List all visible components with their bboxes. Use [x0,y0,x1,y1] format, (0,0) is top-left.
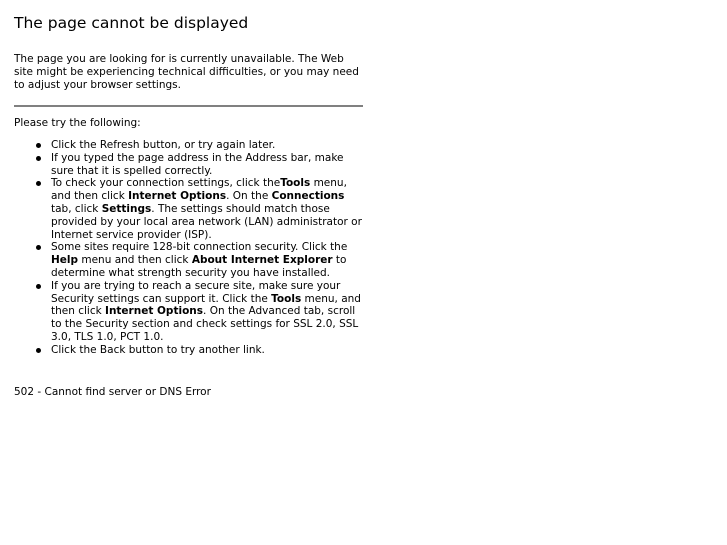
bullet-icon [36,156,41,161]
list-item-text: Click the Refresh button, or try again later. [51,139,276,151]
try-heading: Please try the following: [14,117,141,129]
emphasis-text: About Internet Explorer [191,254,333,267]
bullet-icon [36,348,41,353]
list-item-text: . On the Advanced tab, scroll to the Security section and check settings for SSL 2.0, SSL 3.0, TLS 1.0, PCT 1.0. [51,305,359,343]
list-item-text: menu, and then click [51,292,361,318]
list-item-text: to determine what strength security you have installed. [51,254,347,279]
list-item-text: If you are trying to reach a secure site, make sure your Security settings can support it. Click the [51,279,341,305]
error-code: 502 - Cannot find server or DNS Error [14,386,211,398]
list-item [0,152,366,178]
list-item [0,280,366,344]
list-item-text: menu, and then click [51,177,347,203]
list-item-text: Click the Back button to try another link. [51,343,265,356]
list-item [0,344,366,357]
list-item [0,241,366,279]
bullet-icon [36,181,41,186]
list-item-text: If you typed the page address in the Address bar, make sure that it is spelled correctly. [51,151,344,177]
emphasis-text: Connections [271,190,345,203]
list-item-text: menu and then click [78,254,192,267]
list-item-text: . On the [226,190,272,203]
list-item-text: To check your connection settings, click the [51,177,281,190]
emphasis-text: Internet Options [105,305,204,318]
emphasis-text: Help [51,254,79,267]
list-item [0,177,366,241]
divider [14,105,363,107]
emphasis-text: Settings [101,202,152,215]
list-item [0,139,366,152]
emphasis-text: Tools [271,292,302,305]
bullet-icon [36,143,41,148]
list-item-text: Some sites require 128-bit connection security. Click the [51,241,348,254]
bullet-icon [36,284,41,289]
list-item-text: . The settings should match those provided by your local area network (LAN) administrator or Internet service provider (ISP). [51,202,362,241]
intro-text: The page you are looking for is currently unavailable. The Web site might be experiencing technical difficulties, or you may need to adjust your browser settings. [14,53,359,91]
emphasis-text: Internet Options [128,190,227,203]
bullet-icon [36,245,41,250]
suggestion-list [0,139,366,357]
list-item-text: tab, click [51,202,102,215]
emphasis-text: Tools [280,177,311,190]
page-title: The page cannot be displayed [14,14,249,32]
